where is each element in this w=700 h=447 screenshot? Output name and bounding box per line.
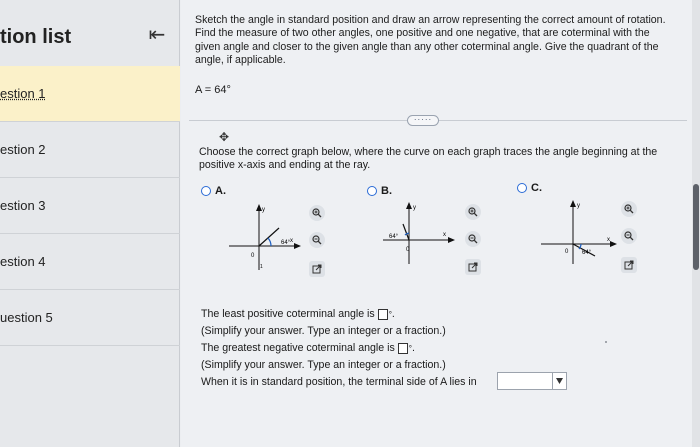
option-a[interactable]: [201, 185, 226, 197]
period: .: [391, 308, 395, 320]
sidebar-title: tion list: [0, 26, 72, 48]
terminal-ray: [403, 224, 409, 240]
graph-c: [537, 198, 619, 274]
origin-label: 0: [406, 247, 410, 253]
greatest-negative-label: The greatest negative coterminal angle is: [201, 342, 395, 354]
option-label: B.: [381, 185, 392, 197]
option-b[interactable]: [367, 185, 392, 197]
move-icon[interactable]: ✥: [219, 130, 230, 144]
collapse-left-icon[interactable]: ⇤: [148, 24, 166, 46]
sidebar-item-label: uestion 5: [0, 310, 53, 325]
origin-label: 0: [565, 249, 569, 255]
y-label: y: [262, 207, 265, 213]
x-label: x: [290, 238, 293, 244]
question-panel: [181, 0, 700, 447]
given-angle: A = 64°: [195, 84, 231, 96]
more-button[interactable]: ·····: [407, 115, 439, 126]
y-label: y: [577, 203, 580, 209]
radio-button[interactable]: [517, 183, 527, 193]
scrollbar[interactable]: [692, 0, 700, 447]
zoom-out-icon[interactable]: [465, 231, 481, 247]
degree-symbol: °: [388, 310, 392, 319]
x-axis-arrow: [294, 243, 301, 249]
angle-label: 64°: [389, 234, 399, 240]
question-list-sidebar: [0, 0, 180, 447]
terminal-side-label: When it is in standard position, the terminal side of A lies in: [201, 376, 477, 388]
dropdown-arrow-icon[interactable]: [552, 373, 566, 389]
terminal-ray: [259, 228, 279, 246]
period: .: [411, 342, 415, 354]
one-label: 1: [260, 264, 263, 270]
option-c[interactable]: [517, 182, 542, 194]
radio-button[interactable]: [201, 186, 211, 196]
question-prompt: Sketch the angle in standard position and draw an arrow representing the correct amount of rotation. Find the measure of two other angles, one positive and one negative, that are coterminal with the given angle and closer to the given angle than any other coterminal angle. Give the quadrant of the angle, if applicable.: [195, 14, 666, 66]
graph-b: [379, 200, 459, 276]
sidebar-item-label: estion 2: [0, 142, 46, 157]
zoom-in-icon[interactable]: [621, 201, 637, 217]
sidebar-item-question-5[interactable]: [0, 290, 180, 346]
simplify-hint: (Simplify your answer. Type an integer or a fraction.): [201, 325, 446, 337]
x-label: x: [607, 237, 610, 243]
option-label: A.: [215, 185, 226, 197]
y-label: y: [413, 205, 416, 211]
option-label: C.: [531, 182, 542, 194]
x-axis-arrow: [610, 241, 617, 247]
external-link-icon[interactable]: [309, 261, 325, 277]
y-axis-arrow: [406, 202, 412, 209]
sidebar-item-label: estion 4: [0, 254, 46, 269]
angle-label: 64°: [582, 250, 592, 256]
external-link-icon[interactable]: [621, 257, 637, 273]
x-label: x: [443, 232, 446, 238]
least-positive-label: The least positive coterminal angle is: [201, 308, 375, 320]
quadrant-select[interactable]: [497, 372, 567, 390]
external-link-icon[interactable]: [465, 259, 481, 275]
sidebar-item-question-2[interactable]: [0, 122, 180, 178]
zoom-out-icon[interactable]: [621, 228, 637, 244]
sidebar-item-question-1[interactable]: [0, 66, 180, 122]
least-positive-input[interactable]: [378, 309, 388, 320]
scrollbar-thumb[interactable]: [693, 184, 699, 270]
sidebar-item-label: estion 3: [0, 198, 46, 213]
degree-symbol: °: [408, 344, 412, 353]
graph-instruction: Choose the correct graph below, where the curve on each graph traces the angle beginning at the positive x-axis and ending at the ray.: [199, 146, 658, 171]
sidebar-item-question-3[interactable]: [0, 178, 180, 234]
greatest-negative-input[interactable]: [398, 343, 408, 354]
question-list: [0, 66, 180, 346]
angle-label: 64°: [281, 240, 291, 246]
graph-a: [223, 200, 303, 276]
decorative-dot: [605, 341, 607, 343]
rotation-curve: [268, 238, 271, 246]
sidebar-item-label: estion 1: [0, 86, 46, 101]
sidebar-item-question-4[interactable]: [0, 234, 180, 290]
zoom-in-icon[interactable]: [309, 205, 325, 221]
zoom-in-icon[interactable]: [465, 204, 481, 220]
radio-button[interactable]: [367, 186, 377, 196]
zoom-out-icon[interactable]: [309, 232, 325, 248]
x-axis-arrow: [448, 237, 455, 243]
origin-label: 0: [251, 253, 255, 259]
y-axis-arrow: [570, 200, 576, 207]
simplify-hint: (Simplify your answer. Type an integer or a fraction.): [201, 359, 446, 371]
